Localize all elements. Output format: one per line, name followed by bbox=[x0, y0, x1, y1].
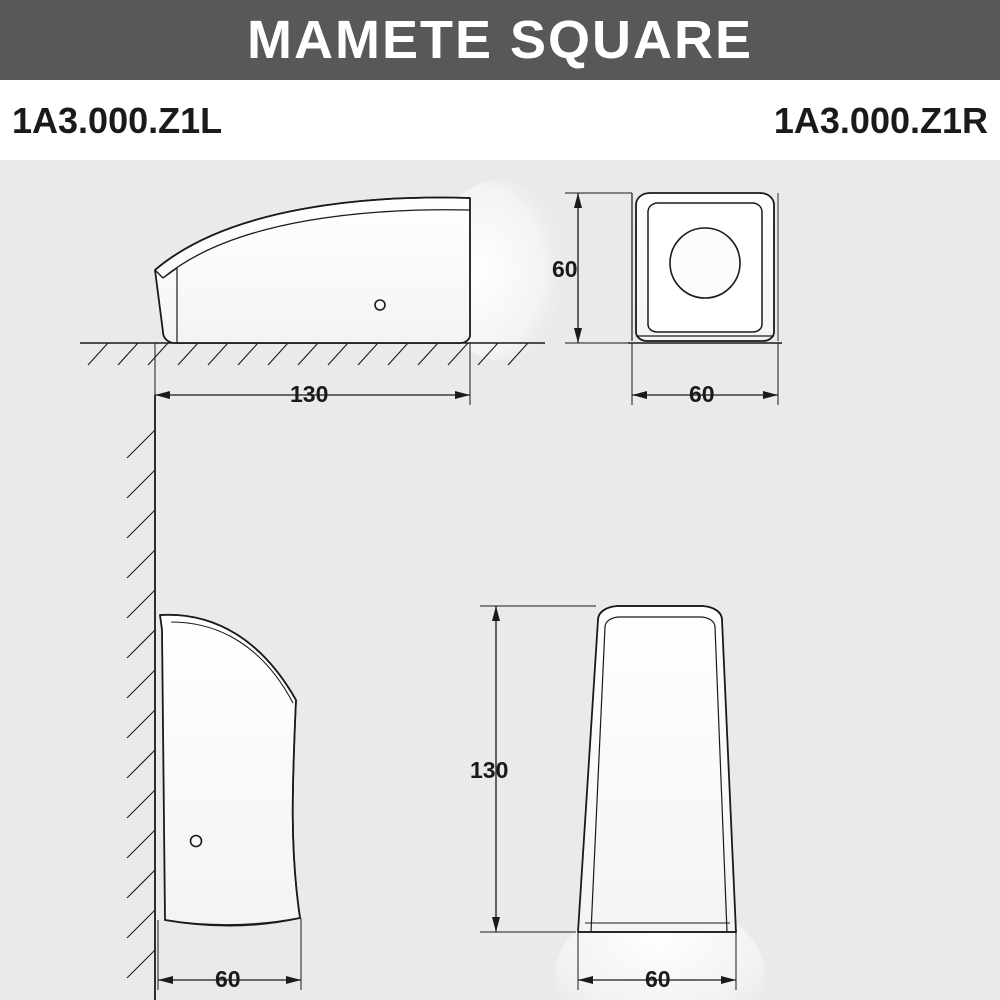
product-code-right: 1A3.000.Z1R bbox=[773, 100, 988, 141]
title-bar bbox=[0, 0, 1000, 80]
page-title: MAMETE SQUARE bbox=[246, 10, 753, 70]
front-body-outline-2 bbox=[578, 606, 736, 932]
arrow-left-3 bbox=[158, 976, 173, 984]
arrow-down bbox=[574, 328, 582, 343]
arrow-right-2 bbox=[763, 391, 778, 399]
ground-hatching bbox=[88, 343, 528, 365]
lens-circle bbox=[670, 228, 740, 298]
dim-label-bottom-right-height: 130 bbox=[470, 757, 509, 783]
arrow-up-2 bbox=[492, 606, 500, 621]
wall-fixture-body bbox=[160, 615, 300, 925]
arrow-left bbox=[155, 391, 170, 399]
arrow-down-2 bbox=[492, 917, 500, 932]
technical-drawings-svg bbox=[0, 160, 1000, 1000]
product-codes-row bbox=[0, 80, 1000, 160]
dim-label-top-right-height: 60 bbox=[552, 256, 578, 282]
dim-label-top-right-width: 60 bbox=[689, 381, 715, 407]
view-front-bottom-right bbox=[480, 606, 765, 1000]
wall-hatching bbox=[127, 430, 155, 978]
dim-label-top-left-width: 130 bbox=[290, 381, 329, 407]
arrow-left-2 bbox=[632, 391, 647, 399]
dim-label-bottom-right-width: 60 bbox=[645, 966, 671, 992]
arrow-right-3 bbox=[286, 976, 301, 984]
arrow-up bbox=[574, 193, 582, 208]
drawings-area bbox=[0, 160, 1000, 1000]
view-side-section-bottom-left bbox=[127, 395, 301, 1000]
view-front-elevation-top-right bbox=[565, 193, 782, 405]
view-side-elevation-top-left bbox=[80, 180, 570, 405]
product-code-left: 1A3.000.Z1L bbox=[12, 100, 223, 141]
arrow-right bbox=[455, 391, 470, 399]
dim-label-bottom-left-width: 60 bbox=[215, 966, 241, 992]
